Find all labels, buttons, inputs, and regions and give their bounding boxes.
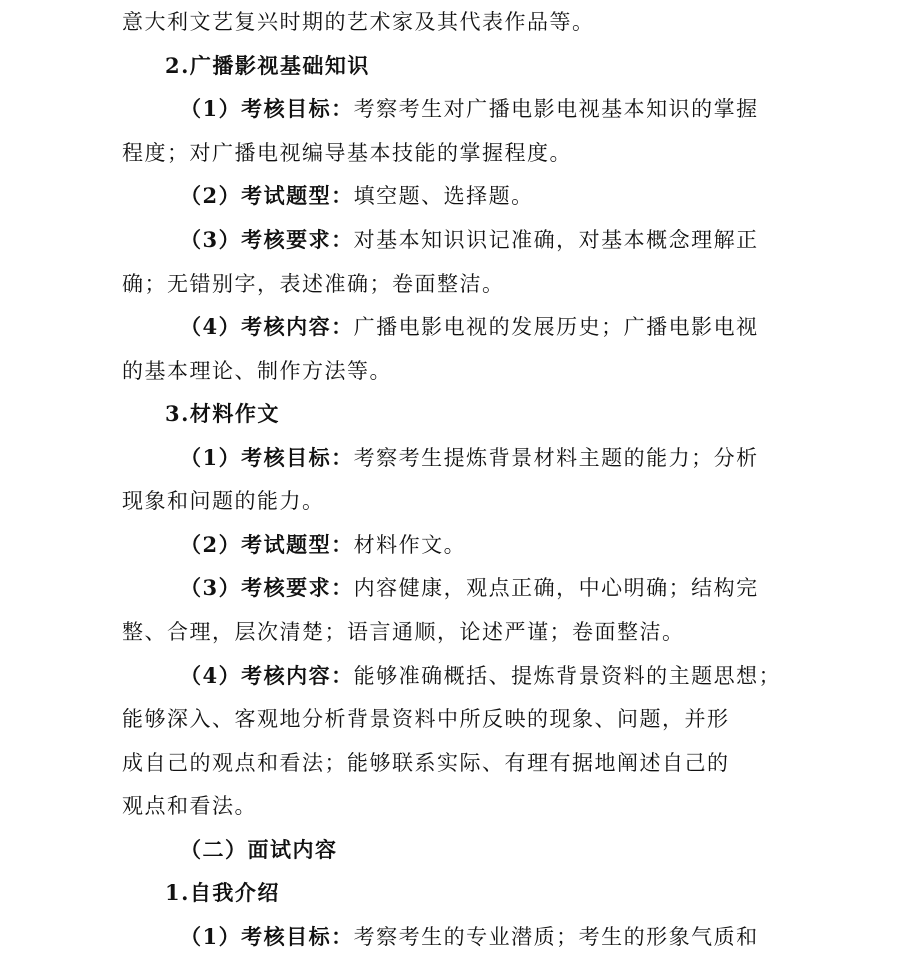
paragraph-line: 确；无错别字，表述准确；卷面整洁。 <box>122 272 505 296</box>
item-line <box>180 312 840 342</box>
item-text: 对基本知识识记准确，对基本概念理解正 <box>353 228 759 252</box>
paragraph-line: 的基本理论、制作方法等。 <box>122 359 392 383</box>
item-line <box>180 922 840 952</box>
paragraph-line: 现象和问题的能力。 <box>122 489 325 513</box>
item-label: （1）考核目标： <box>180 924 354 949</box>
item-label: （1）考核目标： <box>180 445 354 470</box>
item-label: （4）考核内容： <box>180 314 354 339</box>
item-text: 广播电影电视的发展历史；广播电影电视 <box>353 315 759 339</box>
item-line <box>180 94 840 124</box>
item-label: （2）考试题型： <box>180 532 354 557</box>
paragraph-line: 意大利文艺复兴时期的艺术家及其代表作品等。 <box>122 10 595 34</box>
item-text: 考察考生提炼背景材料主题的能力；分析 <box>353 446 759 470</box>
item-text: 材料作文。 <box>353 533 467 557</box>
paragraph-line: 程度；对广播电视编导基本技能的掌握程度。 <box>122 141 572 165</box>
item-line <box>180 661 840 691</box>
item-text: 填空题、选择题。 <box>353 184 534 208</box>
paragraph-line: 整、合理，层次清楚；语言通顺，论述严谨；卷面整洁。 <box>122 620 685 644</box>
item-label: （1）考核目标： <box>180 96 354 121</box>
item-label: （2）考试题型： <box>180 183 354 208</box>
item-text: 考察考生的专业潜质；考生的形象气质和 <box>353 925 759 949</box>
item-text: 内容健康，观点正确，中心明确；结构完 <box>353 576 759 600</box>
item-line <box>180 530 840 560</box>
paragraph-line: 成自己的观点和看法；能够联系实际、有理有据地阐述自己的 <box>122 751 730 775</box>
paragraph-line: 观点和看法。 <box>122 794 257 818</box>
section-heading-self-introduction: 1.自我介绍 <box>165 880 280 905</box>
item-line <box>180 573 840 603</box>
item-line <box>180 443 840 473</box>
item-line <box>180 225 840 255</box>
item-text: 能够准确概括、提炼背景资料的主题思想； <box>353 664 782 688</box>
section-heading-material-essay: 3.材料作文 <box>165 401 280 426</box>
section-heading-broadcast-basics: 2.广播影视基础知识 <box>165 53 370 78</box>
item-label: （4）考核内容： <box>180 663 354 688</box>
item-label: （3）考核要求： <box>180 575 354 600</box>
item-text: 考察考生对广播电影电视基本知识的掌握 <box>353 97 759 121</box>
item-label: （3）考核要求： <box>180 227 354 252</box>
section-heading-interview: （二）面试内容 <box>180 837 338 862</box>
item-line <box>180 181 840 211</box>
paragraph-line: 能够深入、客观地分析背景资料中所反映的现象、问题，并形 <box>122 707 730 731</box>
